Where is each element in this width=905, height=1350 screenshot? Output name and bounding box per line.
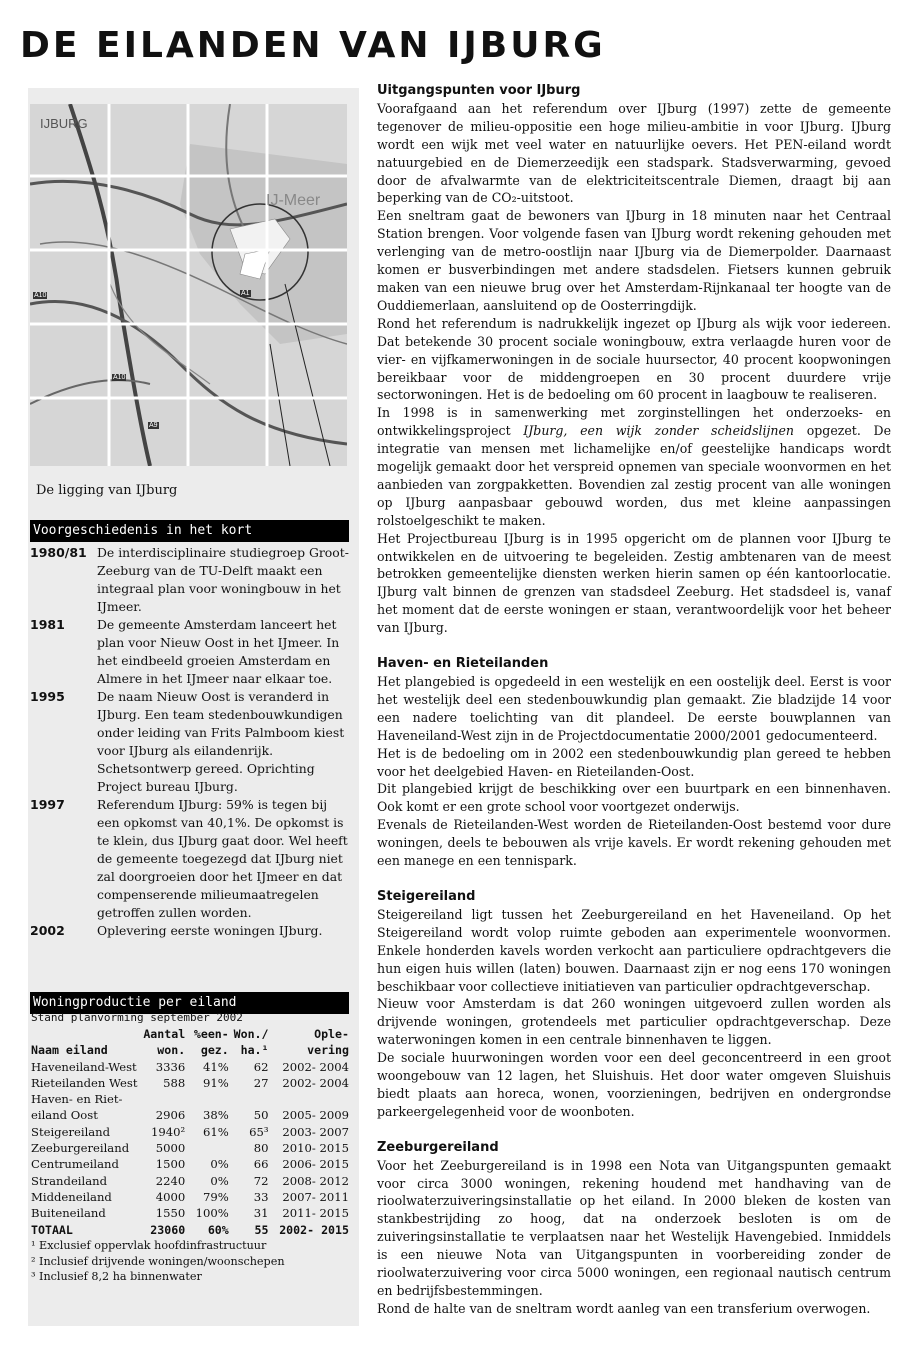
map-graphic bbox=[30, 104, 347, 466]
table-cell-oplevering: 2007- 2011 bbox=[282, 1189, 349, 1204]
production-table bbox=[31, 1026, 349, 1238]
footnote: ³ Inclusief 8,2 ha binnenwater bbox=[31, 1270, 202, 1283]
column-header-aantal: Aantal won. bbox=[143, 1027, 186, 1058]
production-header: Woningproductie per eiland bbox=[30, 992, 349, 1014]
table-cell-pct: 0% bbox=[210, 1173, 229, 1188]
table-row bbox=[31, 1205, 349, 1221]
table-cell-oplevering: 2008- 2012 bbox=[282, 1173, 349, 1188]
table-cell-pct: 61% bbox=[202, 1124, 229, 1139]
table-cell-aantal: 1940² bbox=[151, 1124, 186, 1139]
table-cell-wonha: 66 bbox=[253, 1157, 269, 1172]
paragraph: Het plangebied is opgedeeld in een westelijk en een oostelijk deel. Eerst is voor het westelijk deel een stedenbouwkundig plan gemaakt. Zie bladzijde 14 voor een nadere toelichting van dit plandeel. De eerste bouwplannen van Haveneiland-West zijn in de Projectdocumentatie 2000/2001 gedocumenteerd. bbox=[377, 674, 891, 743]
section-heading: Zeeburgereiland bbox=[377, 1139, 499, 1155]
table-cell-aantal bbox=[138, 1091, 186, 1107]
production-notes bbox=[31, 1238, 285, 1285]
table-cell-name: Middeneiland bbox=[31, 1189, 112, 1204]
total-cell-pct: 60% bbox=[207, 1222, 229, 1237]
table-total-row bbox=[31, 1222, 349, 1238]
paragraph bbox=[377, 404, 891, 529]
paragraph: Een sneltram gaat de bewoners van IJburg in 18 minuten naar het Centraal Station brengen. Voor volgende fasen van IJburg wordt rekening gehouden met verlenging van de metro-oostlijn naar IJburg via de Diemerpolder. Daarnaast komen er busverbindingen met andere stadsdelen. Fietsers kunnen gebruik maken van een nieuwe brug over het Amsterdam-Rijnkanaal ter hoogte van de Ouddiemerlaan, aansluitend op de Oosterringdijk. bbox=[377, 208, 891, 313]
history-entry bbox=[30, 922, 352, 940]
column-header-wonha: Won./ ha.¹ bbox=[233, 1027, 269, 1058]
paragraph: Het Projectbureau IJburg is in 1995 opgericht om de plannen voor IJburg te ontwikkelen en de uitvoering te begeleiden. Zestig ambtenaren van de meest betrokken gemeentelijke diensten werken hierin samen op één kantoorlocatie. IJburg valt binnen de grenzen van stadsdeel Zeeburg. Het stadsdeel is, vanaf het moment dat de eerste woningen er staan, verantwoordelijk voor het beheer van IJburg. bbox=[377, 530, 891, 636]
table-cell-aantal: 4000 bbox=[155, 1189, 186, 1204]
history-entry bbox=[30, 544, 352, 616]
total-cell-name: TOTAAL bbox=[31, 1222, 73, 1237]
table-cell-oplevering: 2002- 2004 bbox=[282, 1075, 349, 1090]
table-cell-pct: 100% bbox=[195, 1206, 229, 1221]
table-row bbox=[31, 1075, 349, 1091]
footnote: ¹ Exclusief oppervlak hoofdinfrastructuur bbox=[31, 1239, 267, 1252]
section-uitgangspunten bbox=[377, 82, 891, 637]
column-header-name: Naam eiland bbox=[31, 1043, 108, 1058]
table-row bbox=[31, 1107, 349, 1123]
table-cell-wonha: 65³ bbox=[249, 1124, 269, 1139]
table-cell-aantal: 1550 bbox=[155, 1206, 186, 1221]
map-caption: De ligging van IJburg bbox=[36, 483, 178, 498]
road-label: A9 bbox=[149, 422, 158, 429]
total-cell-aantal: 23060 bbox=[150, 1222, 186, 1237]
total-cell-wonha: 55 bbox=[254, 1222, 269, 1237]
footnote: ² Inclusief drijvende woningen/woonschepen bbox=[31, 1254, 285, 1268]
table-cell-aantal: 1500 bbox=[155, 1157, 186, 1172]
table-cell-wonha: 31 bbox=[253, 1206, 269, 1221]
table-cell-pct: 79% bbox=[202, 1189, 229, 1204]
page-title: DE EILANDEN VAN IJBURG bbox=[20, 25, 606, 66]
section-heading: Steigereiland bbox=[377, 888, 476, 904]
table-cell-wonha: 27 bbox=[253, 1075, 269, 1090]
total-cell-oplevering: 2002- 2015 bbox=[279, 1222, 349, 1237]
table-cell-pct bbox=[185, 1140, 229, 1156]
table-cell-oplevering: 2010- 2015 bbox=[282, 1141, 349, 1156]
history-year: 1997 bbox=[30, 797, 65, 812]
paragraph: Steigereiland ligt tussen het Zeeburgereiland en het Haveneiland. Op het Steigereiland wordt volop ruimte geboden aan experimentele woonvormen. Enkele honderden kavels worden verkocht aan particuliere opdrachtgevers die hun eigen huis willen (laten) bouwen. Daarnaast zijn er nog eens 170 woningen beschikbaar voor collectieve initiatieven van particulier opdrachtgeverschap. bbox=[377, 906, 891, 994]
table-cell-aantal: 3336 bbox=[155, 1059, 186, 1074]
table-row bbox=[31, 1156, 349, 1172]
project-title: IJburg, een wijk zonder scheidslijnen bbox=[523, 423, 795, 439]
production-subheader: Stand planvorming september 2002 bbox=[31, 1011, 243, 1024]
table-cell-name: Steigereiland bbox=[31, 1124, 111, 1139]
paragraph: Voorafgaand aan het referendum over IJburg (1997) zette de gemeente tegenover de milieu-oppositie een hoge milieu-ambitie in voor IJburg. IJburg wordt een wijk met veel water en natuurlijke oevers. Het PEN-eiland wordt natuurgebied en de Diemerzeedijk een stadspark. Stadsverwarming, gevoed door de afvalwarmte van de elektriciteitscentrale Diemen, draagt bij aan beperking van de CO₂-uitstoot. bbox=[377, 100, 891, 206]
table-header-row bbox=[31, 1026, 349, 1059]
table-cell-name: Zeeburgereiland bbox=[31, 1141, 130, 1156]
paragraph: Nieuw voor Amsterdam is dat 260 woningen uitgevoerd zullen worden als drijvende woningen, grotendeels met particulier opdrachtgeverschap. Deze waterwoningen komen in een centrale binnenhaven te liggen. bbox=[377, 996, 891, 1048]
table-cell-name: eiland Oost bbox=[31, 1108, 98, 1123]
map-label-ijburg: IJBURG bbox=[40, 116, 88, 131]
paragraph: Evenals de Rieteilanden-West worden de Rieteilanden-Oost bestemd voor dure woningen, deels te bebouwen als vrije kavels. Er wordt rekening gehouden met een manege en een tennispark. bbox=[377, 817, 891, 869]
table-cell-wonha: 33 bbox=[253, 1189, 269, 1204]
section-haven-rieteilanden bbox=[377, 655, 891, 870]
history-text: De gemeente Amsterdam lanceert het plan voor Nieuw Oost in het IJmeer. In het eindbeeld groeien Amsterdam en Almere in het IJmeer naar elkaar toe. bbox=[97, 617, 340, 686]
history-year: 2002 bbox=[30, 923, 65, 938]
history-year: 1995 bbox=[30, 689, 65, 704]
table-cell-name: Buiteneiland bbox=[31, 1206, 106, 1221]
history-year: 1980/81 bbox=[30, 545, 87, 560]
section-steigereiland bbox=[377, 888, 891, 1121]
table-cell-aantal: 5000 bbox=[155, 1141, 186, 1156]
section-heading: Haven- en Rieteilanden bbox=[377, 656, 549, 672]
table-row bbox=[31, 1124, 349, 1140]
table-cell-name: Rieteilanden West bbox=[31, 1075, 138, 1090]
paragraph-text: opgezet. De integratie van mensen met lichamelijke en/of geestelijke handicaps wordt mogelijk gemaakt door het verspreid opnemen van speciale woonvormen en het aanbieden van zorgpakketten. Bovendien zal zestig procent van alle woningen op IJburg aanpasbaar gebouwd worden, dus met kleine aanpassingen rolstoelgeschikt te maken. bbox=[377, 423, 891, 528]
table-row bbox=[31, 1091, 349, 1107]
history-entry bbox=[30, 688, 352, 796]
table-cell-aantal: 2906 bbox=[155, 1108, 186, 1123]
table-cell-name: Centrumeiland bbox=[31, 1157, 119, 1172]
paragraph-text: In 1998 is in samenwerking met zorginstellingen het onderzoeks- en ontwikkelingsproject bbox=[377, 405, 891, 439]
table-cell-pct: 0% bbox=[210, 1157, 229, 1172]
history-text: Referendum IJburg: 59% is tegen bij een opkomst van 40,1%. De opkomst is te klein, dus IJburg gaat door. Wel heeft de gemeente toegezegd dat IJburg niet zal doorgroeien door het IJmeer en dat compenserende milieumaatregelen getroffen zullen worden. bbox=[97, 797, 348, 920]
table-cell-oplevering: 2011- 2015 bbox=[282, 1206, 349, 1221]
table-cell-pct bbox=[185, 1091, 229, 1107]
table-cell-wonha: 62 bbox=[253, 1059, 269, 1074]
section-heading: Uitgangspunten voor IJburg bbox=[377, 83, 581, 98]
section-zeeburgereiland bbox=[377, 1139, 891, 1318]
paragraph: Dit plangebied krijgt de beschikking over een buurtpark en een binnenhaven. Ook komt er een grote school voor voortgezet onderwijs. bbox=[377, 781, 891, 815]
sidebar-panel bbox=[28, 88, 359, 1326]
table-cell-oplevering: 2002- 2004 bbox=[282, 1059, 349, 1074]
history-list bbox=[30, 544, 352, 940]
table-cell-wonha: 50 bbox=[253, 1108, 269, 1123]
table-row bbox=[31, 1189, 349, 1205]
table-cell-pct: 41% bbox=[202, 1059, 229, 1074]
road-label: A1 bbox=[241, 290, 250, 297]
table-row bbox=[31, 1140, 349, 1156]
table-cell-name: Haveneiland-West bbox=[31, 1059, 137, 1074]
paragraph: Voor het Zeeburgereiland is in 1998 een Nota van Uitgangspunten gemaakt voor circa 3000 woningen, rekening houdend met handhaving van de rioolwaterzuiveringsinstallatie op het eiland. In 2000 bleken de kosten van stankbestrijding zo hoog, dat na onderzoek besloten is om de zuiveringsinstallatie te verplaatsen naar het Westelijk Havengebied. Inmiddels is een nieuwe Nota van Uitgangspunten in voorbereiding zonder de rioolwaterzuivering voor circa 5000 woningen, een regionaal nautisch centrum en bedrijfsbestemmingen. bbox=[377, 1157, 891, 1298]
history-entry bbox=[30, 616, 352, 688]
map-label-ijmeer: IJ-Meer bbox=[266, 192, 321, 209]
history-header: Voorgeschiedenis in het kort bbox=[30, 520, 349, 542]
road-label: A10 bbox=[34, 292, 47, 299]
location-map bbox=[30, 104, 347, 466]
paragraph: Rond de halte van de sneltram wordt aanleg van een transferium overwogen. bbox=[377, 1300, 871, 1316]
history-text: De interdisciplinaire studiegroep Groot-Zeeburg van de TU-Delft maakt een integraal plan voor woningbouw in het IJmeer. bbox=[97, 545, 349, 614]
paragraph: De sociale huurwoningen worden voor een deel geconcentreerd in een groot woongebouw van 12 lagen, het Sluishuis. Het door water omgeven Sluishuis biedt plaats aan horeca, wonen, voorzieningen, bedrijven en ondergrondse parkeergelegenheid voor de woonboten. bbox=[377, 1050, 891, 1119]
paragraph: Rond het referendum is nadrukkelijk ingezet op IJburg als wijk voor iedereen. Dat betekende 30 procent sociale woningbouw, extra verlaagde huren voor de vier- en vijfkamerwoningen in de sociale huursector, 40 procent koopwoningen bereikbaar voor de middengroepen en 30 procent duurdere vrije sectorwoningen. Het is de bedoeling om 60 procent in laagbouw te realiseren. bbox=[377, 315, 891, 403]
table-cell-oplevering: 2003- 2007 bbox=[282, 1124, 349, 1139]
paragraph: Het is de bedoeling om in 2002 een stedenbouwkundig plan gereed te hebben voor het deelgebied Haven- en Rieteilanden-Oost. bbox=[377, 745, 891, 779]
history-text: Oplevering eerste woningen IJburg. bbox=[97, 923, 323, 938]
history-text: De naam Nieuw Oost is veranderd in IJburg. Een team stedenbouwkundigen onder leiding van Frits Palmboom kiest voor IJburg als eilandenrijk. Schetsontwerp gereed. Oprichting Project bureau IJburg. bbox=[97, 689, 345, 794]
column-header-pct: %een- gez. bbox=[193, 1027, 229, 1058]
column-header-oplevering: Ople- vering bbox=[307, 1027, 349, 1058]
table-row bbox=[31, 1059, 349, 1075]
table-cell-pct: 91% bbox=[202, 1075, 229, 1090]
table-row bbox=[31, 1173, 349, 1189]
history-entry bbox=[30, 796, 352, 922]
table-cell-name: Haven- en Riet- bbox=[31, 1092, 123, 1107]
road-label: A10 bbox=[113, 374, 126, 381]
table-cell-oplevering bbox=[269, 1091, 349, 1107]
table-cell-wonha: 72 bbox=[253, 1173, 269, 1188]
table-cell-oplevering: 2006- 2015 bbox=[282, 1157, 349, 1172]
table-cell-aantal: 2240 bbox=[155, 1173, 186, 1188]
table-cell-aantal: 588 bbox=[163, 1075, 186, 1090]
table-cell-wonha bbox=[229, 1091, 269, 1107]
table-cell-wonha: 80 bbox=[253, 1141, 269, 1156]
table-cell-oplevering: 2005- 2009 bbox=[282, 1108, 349, 1123]
article-body bbox=[377, 82, 891, 1318]
table-cell-name: Strandeiland bbox=[31, 1173, 108, 1188]
table-cell-pct: 38% bbox=[202, 1108, 229, 1123]
history-year: 1981 bbox=[30, 617, 65, 632]
